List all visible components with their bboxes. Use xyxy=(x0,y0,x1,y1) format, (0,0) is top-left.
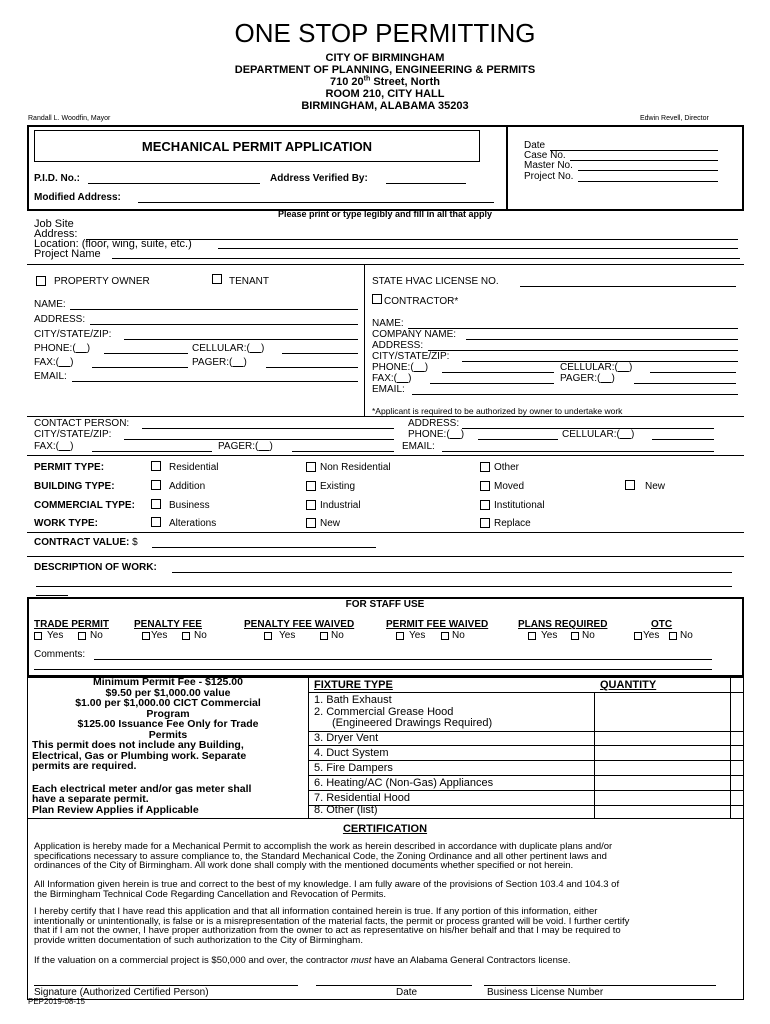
existing-checkbox[interactable] xyxy=(306,481,316,491)
date-field[interactable] xyxy=(550,150,718,151)
fee-line-12: Plan Review Applies if Applicable xyxy=(32,803,199,816)
owner-name-label: NAME: xyxy=(34,299,66,310)
fee-line-11: have a separate permit. xyxy=(32,793,149,805)
penalty-waived-yes-label: Yes xyxy=(279,630,296,641)
property-owner-checkbox[interactable] xyxy=(36,276,46,286)
cert-text-line: Application is hereby made for a Mechanical Permit to accomplish the work as herein described in accordance with duplicate plans and/or xyxy=(34,841,613,852)
job-address-label: Address: xyxy=(34,228,78,240)
owner-name-field[interactable] xyxy=(70,309,358,310)
staff-use-title: FOR STAFF USE xyxy=(345,599,425,610)
quantity-header: QUANTITY xyxy=(600,679,657,691)
fixture-item: 8. Other (list) xyxy=(314,804,378,816)
plans-required-no-label: No xyxy=(582,630,595,641)
trade-permit-yes-checkbox[interactable] xyxy=(34,632,42,640)
industrial-label: Industrial xyxy=(320,500,361,511)
comments-label: Comments: xyxy=(34,649,86,660)
contractor-email-field[interactable] xyxy=(412,394,738,395)
owner-csz-field[interactable] xyxy=(124,339,358,340)
page-title: ONE STOP PERMITTING xyxy=(234,18,536,48)
other-label: Other xyxy=(494,462,520,473)
dollar-sign: $ xyxy=(132,537,138,548)
business-checkbox[interactable] xyxy=(151,499,161,509)
fixture-item: 4. Duct System xyxy=(314,747,389,759)
owner-pager-label: PAGER:( ) xyxy=(192,357,247,368)
penalty-fee-yes-checkbox[interactable] xyxy=(142,632,150,640)
signature-date-label: Date xyxy=(396,987,418,998)
street-address xyxy=(0,76,770,88)
department-name: DEPARTMENT OF PLANNING, ENGINEERING & PERMITS xyxy=(234,64,536,76)
building-type-text: BUILDING TYPE xyxy=(34,481,112,492)
alterations-label: Alterations xyxy=(169,518,217,529)
contact-phone-field[interactable] xyxy=(478,439,558,440)
institutional-label: Institutional xyxy=(494,500,545,511)
owner-phone-field[interactable] xyxy=(104,353,188,354)
fee-line-7: This permit does not include any Building, xyxy=(32,739,244,751)
fee-line-3: $1.00 per $1,000.00 CICT Commercial xyxy=(75,697,261,709)
penalty-fee-no-label: No xyxy=(194,630,207,641)
permit-waived-yes-label: Yes xyxy=(409,630,426,641)
pid-label: P.I.D. No.: xyxy=(34,173,80,184)
plans-required-no-checkbox[interactable] xyxy=(571,632,579,640)
work-type-text: WORK TYPE xyxy=(34,518,95,529)
plans-required-yes-checkbox[interactable] xyxy=(528,632,536,640)
modified-address-label: Modified Address: xyxy=(34,192,121,203)
business-label: Business xyxy=(169,500,210,511)
location-field[interactable] xyxy=(218,248,738,249)
otc-yes-label: Yes xyxy=(643,630,660,641)
fee-line-5: $125.00 Issuance Fee Only for Trade xyxy=(77,718,259,730)
owner-fax-label: FAX:( ) xyxy=(34,357,74,368)
fee-line-10: Each electrical meter and/or gas meter shall xyxy=(32,782,252,795)
contact-phone-text: PHONE:( xyxy=(408,429,450,440)
institutional-checkbox[interactable] xyxy=(480,500,490,510)
pid-field[interactable] xyxy=(88,183,260,184)
permit-waived-no-checkbox[interactable] xyxy=(441,632,449,640)
penalty-waived-no-checkbox[interactable] xyxy=(320,632,328,640)
moved-checkbox[interactable] xyxy=(480,481,490,491)
certification-title: CERTIFICATION xyxy=(342,823,428,835)
job-site-label: Job Site xyxy=(34,218,74,230)
contact-phone-label: PHONE:( ) xyxy=(408,429,465,440)
owner-fax-field[interactable] xyxy=(92,367,188,368)
director-name: Edwin Revell, Director xyxy=(640,115,709,122)
contractor-checkbox[interactable] xyxy=(372,294,382,304)
otc-label: OTC xyxy=(651,619,673,630)
owner-phone-text: PHONE:( xyxy=(34,343,76,354)
company-name-field[interactable] xyxy=(466,339,738,340)
contractor-cellular-field[interactable] xyxy=(650,372,736,373)
owner-email-label: EMAIL: xyxy=(34,371,67,382)
comments-field-1[interactable] xyxy=(94,659,712,660)
penalty-waived-no-label: No xyxy=(331,630,344,641)
contact-csz-label: CITY/STATE/ZIP: xyxy=(34,429,112,440)
trade-permit-label: TRADE PERMIT xyxy=(34,619,109,630)
contact-cellular-label: CELLULAR:( ) xyxy=(562,429,635,440)
city-state-address: BIRMINGHAM, ALABAMA 35203 xyxy=(301,100,469,112)
new-building-label: New xyxy=(645,481,666,492)
moved-label: Moved xyxy=(494,481,525,492)
contact-cellular-text: CELLULAR:( xyxy=(562,429,620,440)
fixture-item: 2. Commercial Grease Hood xyxy=(314,706,454,718)
certification-paragraph-2 xyxy=(34,880,619,899)
contact-email-field[interactable] xyxy=(442,451,714,452)
permit-type-label: PERMIT TYPE: xyxy=(34,462,105,473)
room-address: ROOM 210, CITY HALL xyxy=(325,88,445,100)
fixture-item: 1. Bath Exhaust xyxy=(314,694,392,706)
fee-line-2: $9.50 per $1,000.00 value xyxy=(105,686,231,699)
contact-person-label: CONTACT PERSON: xyxy=(34,418,130,429)
contact-cellular-field[interactable] xyxy=(652,439,714,440)
replace-checkbox[interactable] xyxy=(480,518,490,528)
fixture-item: 3. Dryer Vent xyxy=(314,732,379,744)
permit-waived-no-label: No xyxy=(452,630,465,641)
project-name-field[interactable] xyxy=(112,258,740,259)
owner-cellular-text: CELLULAR:( xyxy=(192,343,250,354)
fee-line-6: Permits xyxy=(148,728,188,741)
license-note-start: If the valuation on a commercial project is $50,000 and over, the contractor xyxy=(34,955,351,966)
commercial-type-text: COMMERCIAL TYPE xyxy=(34,500,132,511)
fee-line-8: Electrical, Gas or Plumbing work. Separate xyxy=(32,749,247,762)
master-no-field[interactable] xyxy=(578,170,718,171)
trade-permit-no-label: No xyxy=(90,630,103,641)
owner-fax-text: FAX:( xyxy=(34,357,60,368)
description-label: DESCRIPTION OF WORK: xyxy=(34,562,157,573)
project-no-label: Project No. xyxy=(524,171,574,182)
address-verified-field[interactable] xyxy=(386,183,466,184)
contractor-note: *Applicant is required to be authorized by owner to undertake work xyxy=(372,406,623,416)
contractor-address-field[interactable] xyxy=(428,350,738,351)
fee-line-9: permits are required. xyxy=(32,760,137,772)
street-suffix: th xyxy=(363,75,371,83)
modified-address-field[interactable] xyxy=(138,202,494,203)
cert-text-line: intentionally or unintentionally, is false or is a misrepresentation of the material facts, the permit or process granted will be void. I further certify xyxy=(34,915,630,927)
cert-text-line: specifications necessary to assure compliance to, the Standard Mechanical Code, the Zoning Ordinance and all other pertinent laws and xyxy=(34,850,607,862)
contractor-pager-label: PAGER:( ) xyxy=(560,373,615,384)
penalty-fee-no-checkbox[interactable] xyxy=(182,632,190,640)
other-checkbox[interactable] xyxy=(480,462,490,472)
owner-pager-field[interactable] xyxy=(266,367,358,368)
license-note-emphasis: must xyxy=(350,955,372,966)
owner-address-field[interactable] xyxy=(90,324,358,325)
cert-text-line: provide written documentation of such authorization to the City of Birmingham. xyxy=(34,934,363,946)
project-name-label: Project Name xyxy=(34,248,101,260)
hvac-license-field[interactable] xyxy=(520,286,736,287)
permit-fee-waived-label: PERMIT FEE WAIVED xyxy=(386,619,489,630)
contractor-fax-text: FAX:( xyxy=(372,373,398,384)
new-work-checkbox[interactable] xyxy=(306,518,316,528)
otc-no-label: No xyxy=(680,630,693,641)
penalty-fee-waived-label: PENALTY FEE WAIVED xyxy=(244,619,355,630)
contact-fax-text: FAX:( xyxy=(34,441,60,452)
signature-date-field[interactable] xyxy=(316,985,472,986)
industrial-checkbox[interactable] xyxy=(306,500,316,510)
contractor-cellular-label: CELLULAR:( ) xyxy=(560,362,633,373)
case-no-label: Case No. xyxy=(524,150,566,161)
contractor-phone-field[interactable] xyxy=(442,372,554,373)
case-no-field[interactable] xyxy=(570,160,718,161)
contractor-pager-text: PAGER:( xyxy=(560,373,601,384)
residential-checkbox[interactable] xyxy=(151,461,161,471)
replace-label: Replace xyxy=(494,518,531,529)
contractor-csz-label: CITY/STATE/ZIP: xyxy=(372,351,450,362)
otc-no-checkbox[interactable] xyxy=(669,632,677,640)
trade-permit-no-checkbox[interactable] xyxy=(78,632,86,640)
business-license-label: Business License Number xyxy=(487,987,604,998)
contact-pager-text: PAGER:( xyxy=(218,441,259,452)
contractor-pager-field[interactable] xyxy=(634,383,736,384)
contractor-phone-text: PHONE:( xyxy=(372,362,414,373)
plans-required-label: PLANS REQUIRED xyxy=(518,619,608,630)
description-field-2[interactable] xyxy=(36,586,732,587)
description-field-1[interactable] xyxy=(172,572,732,573)
contract-value-label: CONTRACT VALUE: $ xyxy=(34,537,138,548)
property-owner-label: PROPERTY OWNER xyxy=(54,276,150,287)
new-work-label: New xyxy=(320,518,341,529)
building-type-label: BUILDING TYPE: xyxy=(34,481,115,492)
street-name: Street, North xyxy=(370,76,440,88)
contact-email-label: EMAIL: xyxy=(402,441,435,452)
description-text: DESCRIPTION OF WORK xyxy=(34,562,154,573)
location-label: Location: (floor, wing, suite, etc.) xyxy=(34,238,192,250)
contract-value-field[interactable] xyxy=(152,547,376,548)
commercial-type-label: COMMERCIAL TYPE: xyxy=(34,500,135,511)
fixture-item: 5. Fire Dampers xyxy=(314,762,393,774)
owner-email-field[interactable] xyxy=(72,381,358,382)
owner-cellular-label: CELLULAR:( ) xyxy=(192,343,265,354)
contractor-phone-label: PHONE:( ) xyxy=(372,362,429,373)
contractor-name-field[interactable] xyxy=(408,328,738,329)
print-note: Please print or type legibly and fill in all that apply xyxy=(277,209,493,219)
owner-csz-label: CITY/STATE/ZIP: xyxy=(34,329,112,340)
existing-label: Existing xyxy=(320,481,356,492)
fixture-item: (Engineered Drawings Required) xyxy=(332,717,493,729)
fee-info xyxy=(32,677,304,815)
license-note-end: have an Alabama General Contractors license. xyxy=(371,955,571,966)
owner-pager-text: PAGER:( xyxy=(192,357,233,368)
cert-text-line: ordinances of the City of Birmingham. All work done shall comply with the mentioned documents whether specified or not herein. xyxy=(34,860,574,871)
contact-person-field[interactable] xyxy=(142,428,394,429)
certification-paragraph-4 xyxy=(34,956,571,966)
fee-line-1: Minimum Permit Fee - $125.00 xyxy=(93,676,243,688)
penalty-waived-yes-checkbox[interactable] xyxy=(264,632,272,640)
signature-field[interactable] xyxy=(34,985,298,986)
mayor-name: Randall L. Woodfin, Mayor xyxy=(28,115,111,122)
description-field-3[interactable] xyxy=(36,595,68,596)
contact-pager-label: PAGER:( ) xyxy=(218,441,273,452)
penalty-fee-yes-label: Yes xyxy=(151,630,168,641)
owner-cellular-field[interactable] xyxy=(282,353,358,354)
address-verified-label: Address Verified By: xyxy=(270,173,368,184)
form-title: MECHANICAL PERMIT APPLICATION xyxy=(141,139,373,154)
work-type-label: WORK TYPE: xyxy=(34,518,98,529)
form-code: PEP2019-08-15 xyxy=(28,997,85,1006)
comments-field-2[interactable] xyxy=(34,669,712,670)
residential-label: Residential xyxy=(169,462,219,473)
contractor-fax-label: FAX:( ) xyxy=(372,373,412,384)
owner-phone-label: PHONE:( ) xyxy=(34,343,91,354)
non-residential-checkbox[interactable] xyxy=(306,462,316,472)
tenant-checkbox[interactable] xyxy=(212,274,222,284)
new-building-checkbox[interactable] xyxy=(625,480,635,490)
contract-value-text: CONTRACT VALUE xyxy=(34,537,127,548)
fixture-type-header: FIXTURE TYPE xyxy=(314,679,393,691)
contractor-email-label: EMAIL: xyxy=(372,384,405,395)
permit-waived-yes-checkbox[interactable] xyxy=(396,632,404,640)
modified-address-text: Modified Address xyxy=(34,192,118,203)
date-label: Date xyxy=(524,140,546,151)
company-name-label: COMPANY NAME: xyxy=(372,329,457,340)
fixture-item: 6. Heating/AC (Non-Gas) Appliances xyxy=(314,777,494,789)
business-license-field[interactable] xyxy=(484,985,716,986)
master-no-label: Master No. xyxy=(524,160,573,171)
project-no-field[interactable] xyxy=(578,181,718,182)
contact-fax-field[interactable] xyxy=(92,451,212,452)
certification-paragraph-3 xyxy=(34,907,629,945)
contact-address-label: ADDRESS: xyxy=(408,418,460,429)
signature-label: Signature (Authorized Certified Person) xyxy=(34,987,209,998)
hvac-license-label: STATE HVAC LICENSE NO. xyxy=(372,276,499,287)
contractor-fax-field[interactable] xyxy=(430,383,554,384)
contractor-label: CONTRACTOR* xyxy=(384,296,459,307)
contact-csz-field[interactable] xyxy=(124,439,394,440)
cert-text-line: that if I am not the owner, I have proper authorization from the owner to act as representative on his/her behalf and that I may be required to xyxy=(34,925,621,936)
contact-pager-field[interactable] xyxy=(292,451,394,452)
owner-address-label: ADDRESS: xyxy=(34,314,86,325)
addition-checkbox[interactable] xyxy=(151,480,161,490)
non-residential-label: Non Residential xyxy=(320,462,391,473)
contractor-cellular-text: CELLULAR:( xyxy=(560,362,618,373)
permit-type-text: PERMIT TYPE xyxy=(34,462,101,473)
cert-text-line: I hereby certify that I have read this application and that all information contained herein is true. If any portion of this information, either xyxy=(34,906,598,917)
contractor-address-label: ADDRESS: xyxy=(372,340,424,351)
certification-paragraph-1 xyxy=(34,842,612,871)
contractor-name-label: NAME: xyxy=(372,318,404,329)
fixture-item: 7. Residential Hood xyxy=(314,792,411,804)
cert-text-line: All Information given herein is true and correct to the best of my knowledge. I am fully aware of the provisions of Section 103.4 and 104.3 of xyxy=(34,879,620,890)
street-number: 710 20 xyxy=(330,76,364,88)
addition-label: Addition xyxy=(169,481,206,492)
tenant-label: TENANT xyxy=(229,276,269,287)
contact-fax-label: FAX:( ) xyxy=(34,441,74,452)
otc-yes-checkbox[interactable] xyxy=(634,632,642,640)
trade-permit-yes-label: Yes xyxy=(47,630,64,641)
city-name: CITY OF BIRMINGHAM xyxy=(325,52,445,64)
fee-line-4: Program xyxy=(146,707,190,720)
cert-text-line: the Birmingham Technical Code Regarding Cancellation and Revocation of Permits. xyxy=(34,888,387,900)
penalty-fee-label: PENALTY FEE xyxy=(134,619,202,630)
alterations-checkbox[interactable] xyxy=(151,517,161,527)
plans-required-yes-label: Yes xyxy=(541,630,558,641)
